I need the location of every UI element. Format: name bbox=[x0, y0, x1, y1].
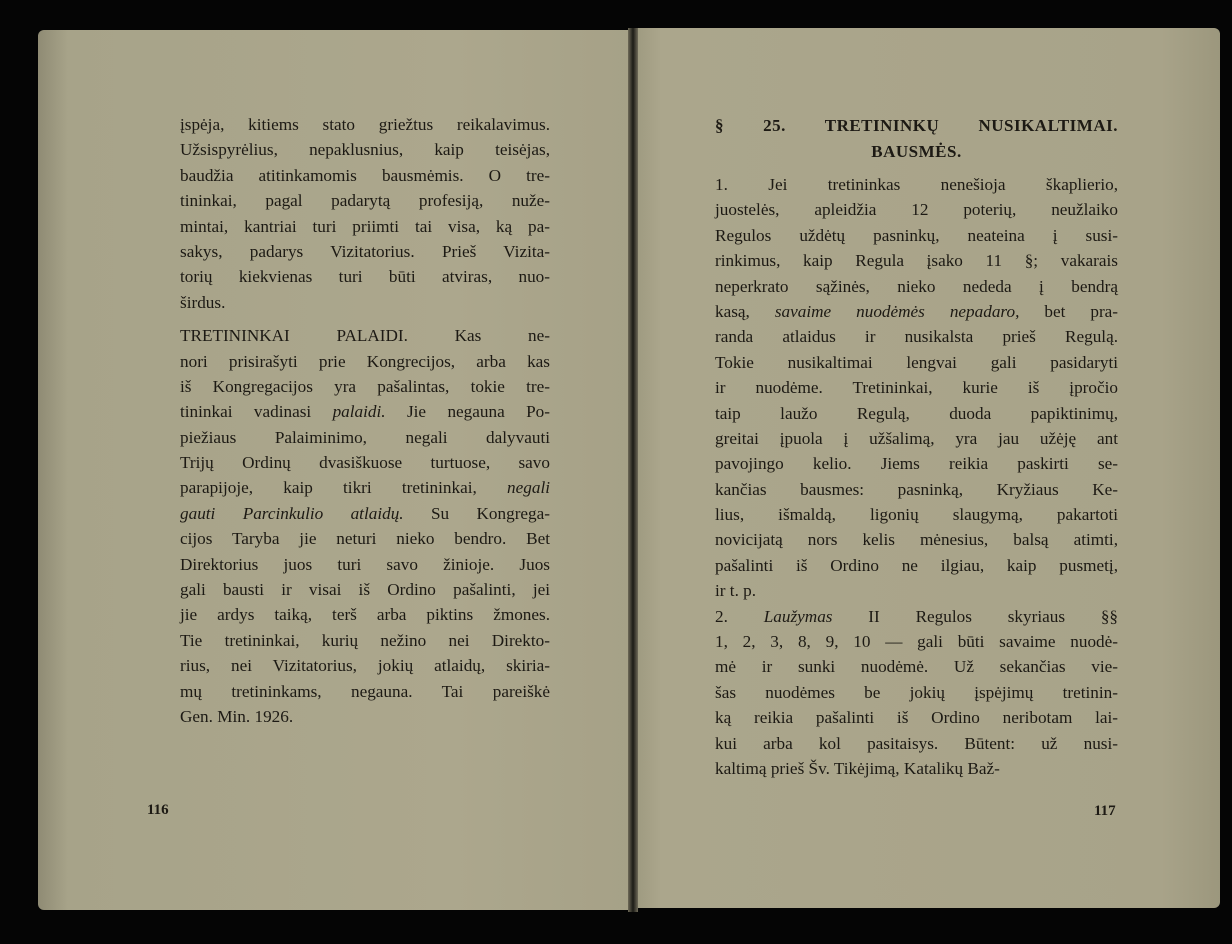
text-segment: tininkai, pagal padarytą profesiją, nuže- bbox=[180, 191, 550, 211]
text-segment: pavojingo kelio. Jiems reikia paskirti se- bbox=[715, 454, 1118, 474]
text-segment: širdus. bbox=[180, 292, 226, 312]
text-segment: II Regulos skyriaus §§ bbox=[832, 606, 1119, 626]
text-line bbox=[715, 680, 1118, 705]
text-line bbox=[180, 450, 550, 475]
text-segment: Tokie nusikaltimai lengvai gali pasidaryti bbox=[715, 352, 1118, 372]
text-segment: ir nuodėme. Tretininkai, kurie iš įpročio bbox=[715, 378, 1118, 398]
text-segment: sakys, padarys Vizitatorius. Prieš Vizita- bbox=[180, 241, 550, 261]
text-line bbox=[180, 239, 550, 264]
book-spine bbox=[628, 28, 638, 912]
text-segment: tininkai vadinasi bbox=[180, 402, 333, 422]
text-segment: Trijų Ordinų dvasiškuose turtuose, savo bbox=[180, 453, 550, 473]
text-segment: randa atlaidus ir nusikalsta prieš Regulą. bbox=[715, 327, 1118, 347]
text-line bbox=[715, 375, 1118, 400]
text-line bbox=[715, 426, 1118, 451]
italic-text: palaidi. bbox=[332, 402, 386, 422]
text-segment: rinkimus, kaip Regula įsako 11 §; vakarais bbox=[715, 251, 1118, 271]
text-line bbox=[180, 501, 550, 526]
text-line bbox=[180, 679, 550, 704]
text-line bbox=[715, 629, 1118, 654]
text-segment: lius, išmaldą, ligonių slaugymą, pakartoti bbox=[715, 505, 1118, 525]
text-line bbox=[180, 552, 550, 577]
text-segment: neperkrato sąžinės, nieko nededa į bendrą bbox=[715, 276, 1118, 296]
text-segment: šas nuodėmes be jokių įspėjimų tretinin- bbox=[715, 682, 1118, 702]
text-segment: Direktorius juos turi savo žinioje. Juos bbox=[180, 554, 550, 574]
text-line bbox=[715, 578, 1118, 603]
text-segment: kasą, bbox=[715, 301, 775, 321]
italic-text: savaime nuodėmės nepadaro, bbox=[774, 301, 1020, 321]
text-line bbox=[715, 731, 1118, 756]
text-segment: 2. bbox=[715, 606, 764, 626]
text-line bbox=[180, 290, 550, 315]
text-line bbox=[715, 350, 1118, 375]
text-line bbox=[180, 188, 550, 213]
text-line bbox=[715, 502, 1118, 527]
text-segment: 1, 2, 3, 8, 9, 10 — gali būti savaime nuodė- bbox=[715, 632, 1118, 652]
italic-text: Laužymas bbox=[763, 606, 833, 626]
text-line bbox=[180, 214, 550, 239]
text-line bbox=[180, 526, 550, 551]
section-heading-continued: BAUSMĖS. bbox=[871, 142, 962, 161]
text-line bbox=[180, 425, 550, 450]
text-line bbox=[715, 756, 1118, 781]
text-segment: parapijoje, kaip tikri tretininkai, bbox=[180, 478, 508, 498]
text-segment: jie ardys taiką, terš arba piktins žmones. bbox=[180, 605, 550, 625]
italic-text: gauti Parcinkulio atlaidų. bbox=[180, 503, 404, 523]
text-segment: mų tretininkams, negauna. Tai pareiškė bbox=[180, 681, 550, 701]
text-line bbox=[180, 137, 550, 162]
text-segment: 1. Jei tretininkas nenešioja škaplierio, bbox=[715, 175, 1118, 194]
text-line bbox=[180, 577, 550, 602]
text-line bbox=[715, 324, 1118, 349]
text-segment: mė ir sunki nuodėmė. Už sekančias vie- bbox=[715, 657, 1118, 677]
text-segment: novicijatą nors kelis mėnesius, balsą atimti, bbox=[715, 530, 1118, 550]
text-line bbox=[715, 299, 1118, 324]
text-segment: torių kiekvienas turi būti atviras, nuo- bbox=[180, 267, 550, 287]
text-segment: kui arba kol pasitaisys. Būtent: už nusi- bbox=[715, 733, 1118, 753]
section-heading: § 25. TRETININKŲ NUSIKALTIMAI. bbox=[715, 116, 1118, 135]
text-line bbox=[715, 553, 1118, 578]
page-number-left: 116 bbox=[147, 802, 169, 818]
text-segment: Regulos uždėtų pasninkų, neateina į susi- bbox=[715, 225, 1118, 245]
text-segment: iš Kongregacijos yra pašalintas, tokie tre- bbox=[180, 376, 550, 396]
text-line bbox=[715, 172, 1118, 197]
text-segment: baudžia atitinkamomis bausmėmis. O tre- bbox=[180, 165, 550, 185]
text-segment: TRETININKAI PALAIDI. Kas ne- bbox=[180, 326, 550, 346]
text-line bbox=[180, 475, 550, 500]
text-segment: greitai įpuola į užšalimą, yra jau užėję ant bbox=[715, 428, 1118, 448]
text-line bbox=[180, 602, 550, 627]
text-segment: Užsispyrėlius, nepaklusnius, kaip teisėjas, bbox=[180, 140, 550, 160]
text-segment: bet pra- bbox=[1019, 301, 1119, 321]
text-segment: rius, nei Vizitatorius, jokių atlaidų, skiria- bbox=[180, 656, 550, 676]
text-line bbox=[180, 704, 550, 729]
text-segment: kaltimą prieš Šv. Tikėjimą, Katalikų Baž- bbox=[715, 758, 1000, 778]
text-line bbox=[715, 477, 1118, 502]
text-segment: Su Kongrega- bbox=[403, 503, 550, 523]
text-line bbox=[180, 349, 550, 374]
text-line bbox=[715, 401, 1118, 426]
text-line bbox=[715, 705, 1118, 730]
left-page-text bbox=[180, 112, 550, 729]
text-line bbox=[715, 604, 1118, 629]
text-line bbox=[715, 527, 1118, 552]
text-line bbox=[180, 323, 550, 348]
page-number-right: 117 bbox=[1094, 803, 1116, 819]
text-line bbox=[180, 374, 550, 399]
text-segment: Jie negauna Po- bbox=[385, 402, 550, 422]
text-segment: ką reikia pašalinti iš Ordino neribotam lai- bbox=[715, 708, 1118, 728]
text-line bbox=[715, 654, 1118, 679]
text-line bbox=[180, 628, 550, 653]
text-segment: Gen. Min. 1926. bbox=[180, 706, 294, 726]
text-line bbox=[715, 451, 1118, 476]
text-segment: ir t. p. bbox=[715, 581, 757, 601]
text-segment: piežiaus Palaiminimo, negali dalyvauti bbox=[180, 427, 550, 447]
text-line bbox=[715, 197, 1118, 222]
text-segment: pašalinti iš Ordino ne ilgiau, kaip pusmetį, bbox=[715, 555, 1118, 575]
italic-text: negali bbox=[507, 478, 550, 498]
text-segment: gali bausti ir visai iš Ordino pašalinti, jei bbox=[180, 580, 550, 600]
text-segment: kančias bausmes: pasninką, Kryžiaus Ke- bbox=[715, 479, 1118, 499]
text-segment: taip laužo Regulą, duoda papiktinimų, bbox=[715, 403, 1118, 423]
text-segment: juostelės, apleidžia 12 poterių, neužlaiko bbox=[715, 200, 1118, 220]
text-line bbox=[180, 163, 550, 188]
text-line bbox=[180, 264, 550, 289]
text-line bbox=[715, 248, 1118, 273]
text-line bbox=[180, 112, 550, 137]
text-segment: Tie tretininkai, kurių nežino nei Direkto- bbox=[180, 630, 550, 650]
text-line bbox=[715, 223, 1118, 248]
right-page-text bbox=[715, 172, 1118, 781]
text-segment: įspėja, kitiems stato griežtus reikalavimus. bbox=[180, 115, 550, 134]
text-segment: cijos Taryba jie neturi nieko bendro. Bet bbox=[180, 529, 550, 549]
text-line bbox=[715, 274, 1118, 299]
text-line bbox=[180, 653, 550, 678]
text-segment: mintai, kantriai turi priimti tai visa, ką pa- bbox=[180, 216, 550, 236]
text-segment: nori prisirašyti prie Kongrecijos, arba kas bbox=[180, 351, 550, 371]
text-line bbox=[180, 399, 550, 424]
